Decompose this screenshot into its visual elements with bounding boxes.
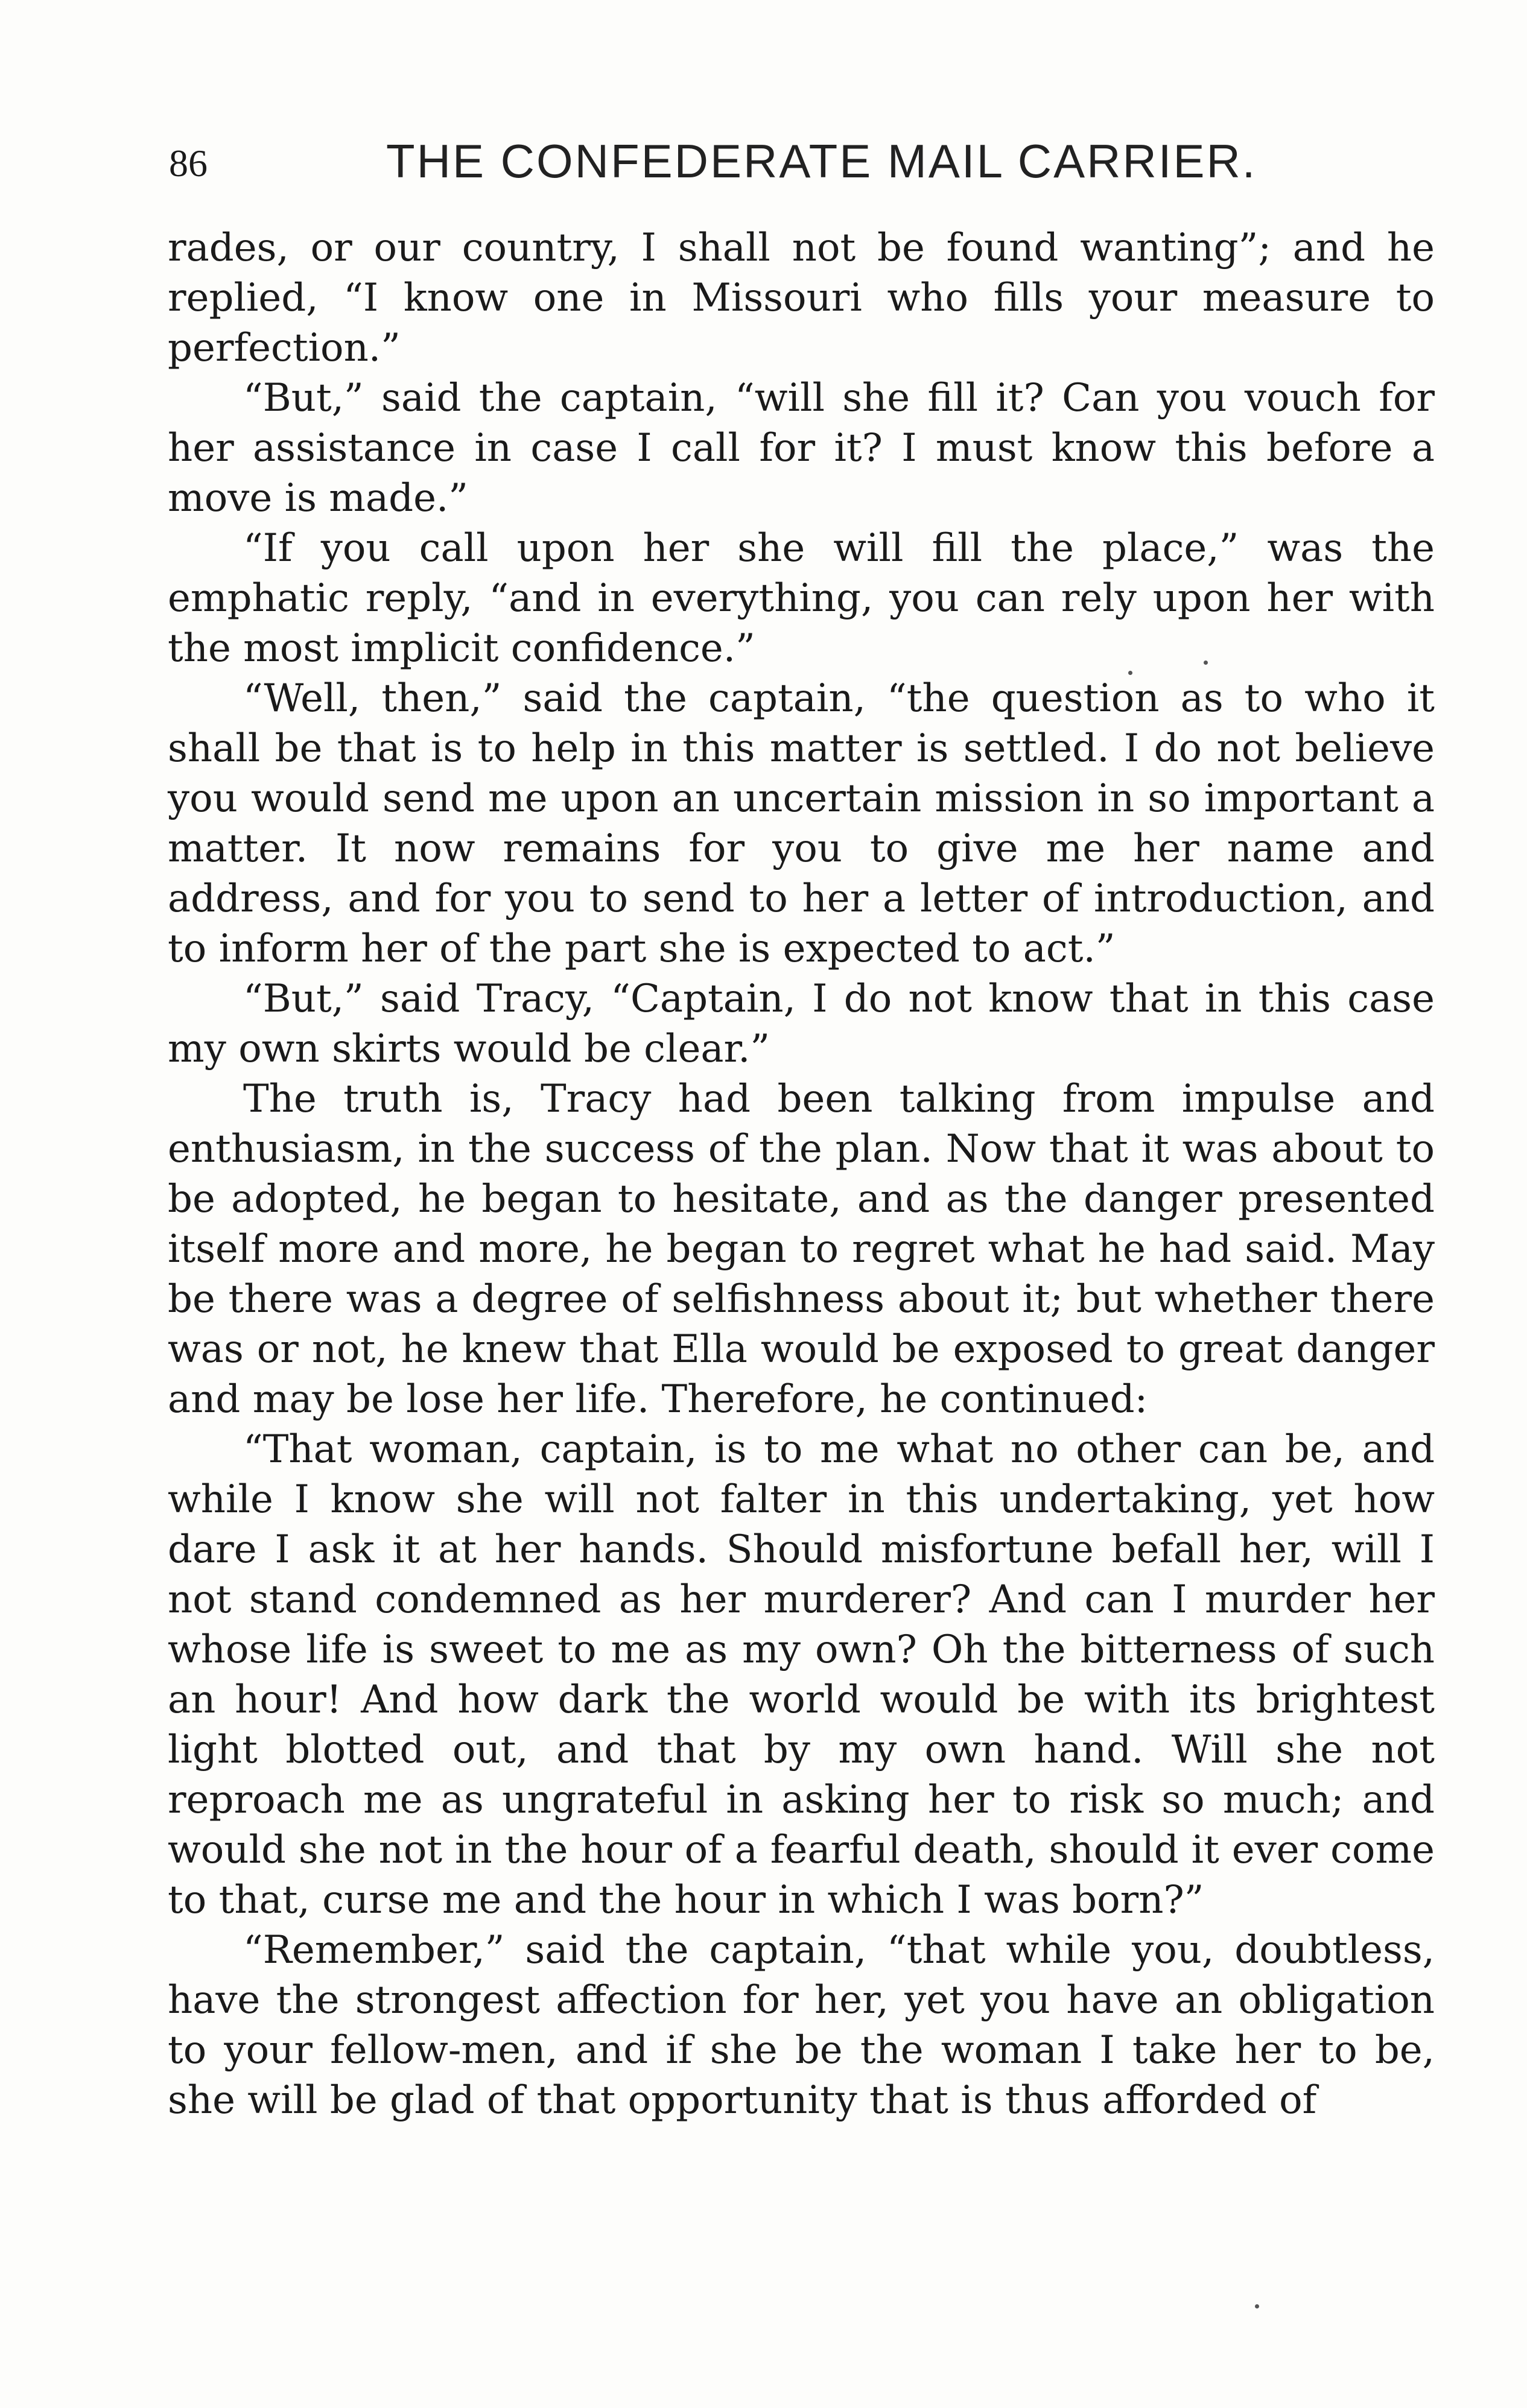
ink-speck — [1255, 2304, 1259, 2308]
paragraph: “If you call upon her she will fill the place,” was the emphatic reply, “and in everything, you can rely upon her with the most implicit confidence.” — [168, 526, 1435, 671]
page-number: 86 — [169, 142, 208, 185]
ink-speck — [1128, 671, 1132, 675]
paragraph: The truth is, Tracy had been talking from impulse and enthusiasm, in the success of the plan. Now that it was about to be adopted, he began to hesitate, and as the danger presented itself more and more, he began to regret what he had said. May be there was a degree of selfishness about it; but whether there was or not, he knew that Ella would be exposed to great danger and may be lose her life. Therefore, he continued: — [168, 1077, 1435, 1422]
paragraph-continued: rades, or our country, I shall not be found wanting”; and he replied, “I know one in Missouri who fills your measure to perfection.” — [168, 226, 1435, 370]
paragraph: “But,” said Tracy, “Captain, I do not know that in this case my own skirts would be clear.” — [168, 977, 1435, 1071]
paragraph: “Well, then,” said the captain, “the question as to who it shall be that is to help in this matter is settled. I do not believe you would send me upon an uncertain mission in so important a matter. It now remains for you to give me her name and address, and for you to send to her a letter of introduction, and to inform her of the part she is expected to act.” — [168, 676, 1435, 971]
ink-speck — [1204, 661, 1208, 665]
body-text — [168, 223, 1435, 2126]
page-header — [169, 134, 1436, 200]
paragraph: “Remember,” said the captain, “that while you, doubtless, have the strongest affection for her, yet you have an obligation to your fellow-men, and if she be the woman I take her to be, she will be glad of that opportunity that is thus afforded of — [168, 1928, 1435, 2123]
running-title: THE CONFEDERATE MAIL CARRIER. — [386, 135, 1257, 188]
paragraph: “That woman, captain, is to me what no other can be, and while I know she will not falter in this undertaking, yet how dare I ask it at her hands. Should misfortune befall her, will I not stand condemned as her murderer? And can I murder her whose life is sweet to me as my own? Oh the bitterness of such an hour! And how dark the world would be with its brightest light blotted out, and that by my own hand. Will she not reproach me as ungrateful in asking her to risk so much; and would she not in the hour of a fearful death, should it ever come to that, curse me and the hour in which I was born?” — [168, 1427, 1435, 1922]
paragraph: “But,” said the captain, “will she fill it? Can you vouch for her assistance in case I call for it? I must know this before a move is made.” — [168, 376, 1435, 521]
